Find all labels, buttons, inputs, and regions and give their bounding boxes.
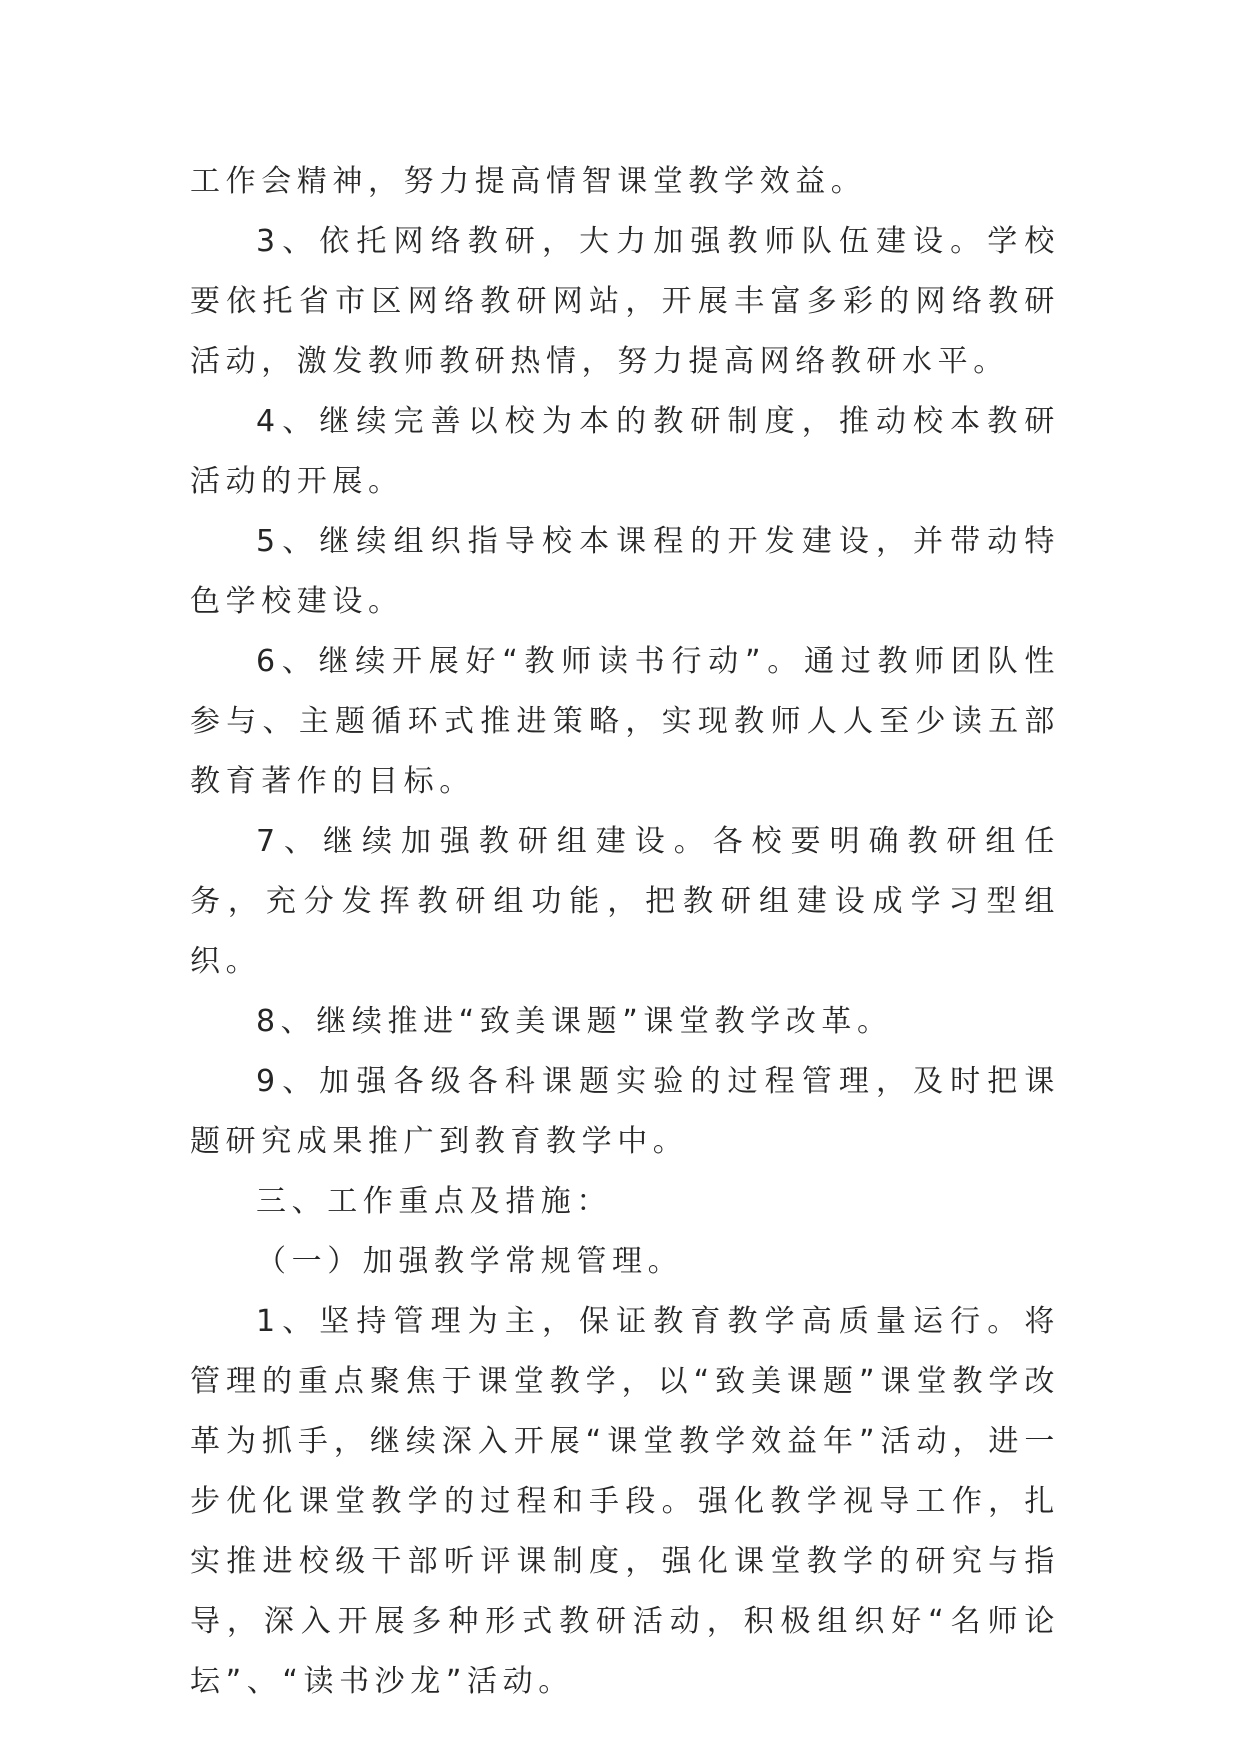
paragraph-item-7: 7、继续加强教研组建设。各校要明确教研组任务，充分发挥教研组功能，把教研组建设成学习型组织。 (190, 824, 1060, 979)
subsection-heading-one: （一）加强教学常规管理。 (256, 1244, 684, 1279)
paragraph-item-3: 3、依托网络教研，大力加强教师队伍建设。学校要依托省市区网络教研网站，开展丰富多彩的网络教研活动，激发教师教研热情，努力提高网络教研水平。 (190, 224, 1060, 379)
paragraph-item-8: 8、继续推进“致美课题”课堂教学改革。 (256, 1004, 893, 1039)
document-body (190, 152, 1060, 1712)
paragraph-item-5: 5、继续组织指导校本课程的开发建设，并带动特色学校建设。 (190, 524, 1060, 619)
paragraph-item-9: 9、加强各级各科课题实验的过程管理，及时把课题研究成果推广到教育教学中。 (190, 1064, 1060, 1159)
paragraph-continuation: 工作会精神，努力提高情智课堂教学效益。 (190, 164, 867, 199)
paragraph-item-4: 4、继续完善以校为本的教研制度，推动校本教研活动的开展。 (190, 404, 1060, 499)
section-heading-three: 三、工作重点及措施： (256, 1184, 612, 1219)
paragraph-item-6: 6、继续开展好“教师读书行动”。通过教师团队性参与、主题循环式推进策略，实现教师人人至少读五部教育著作的目标。 (190, 644, 1060, 799)
paragraph-measure-1: 1、坚持管理为主，保证教育教学高质量运行。将管理的重点聚焦于课堂教学，以“致美课题”课堂教学改革为抓手，继续深入开展“课堂教学效益年”活动，进一步优化课堂教学的过程和手段。强化教学视导工作，扎实推进校级干部听评课制度，强化课堂教学的研究与指导，深入开展多种形式教研活动，积极组织好“名师论坛”、“读书沙龙”活动。 (190, 1304, 1060, 1699)
